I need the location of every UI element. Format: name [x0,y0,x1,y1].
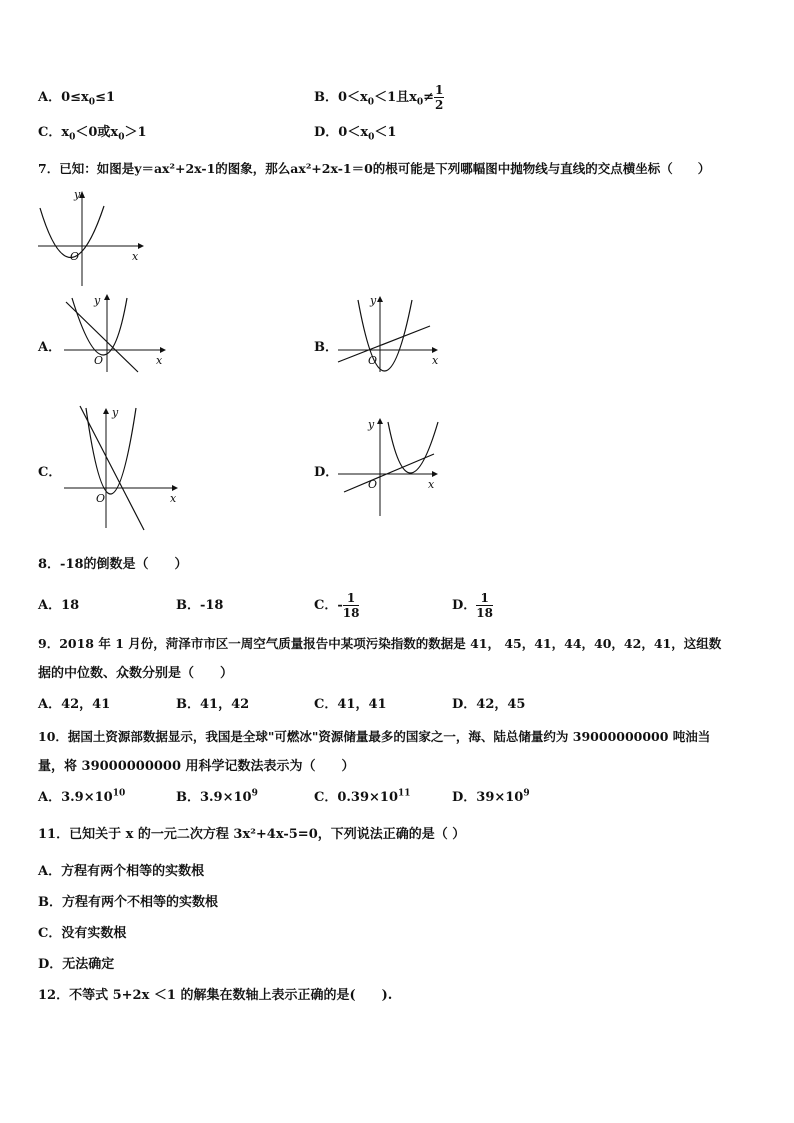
exponent: 9 [523,788,530,799]
option-text: ＞1 [124,125,147,140]
option-label: A． [38,90,62,105]
option-text: C．0.39×10 [314,790,398,805]
q9-stem-line1: 9．2018 年 1 月份，菏泽市市区一周空气质量报告中某项污染指数的数据是 41， 45，41，44，40，42，41，这组数 [38,636,722,651]
q7-reference-graph [30,188,150,290]
q11-option-c[interactable]: C．没有实数根 [38,926,127,941]
option-text: 0＜x [338,125,369,140]
q8-option-b[interactable]: B．-18 [176,598,224,613]
numerator: 1 [435,83,444,97]
denominator: 18 [342,606,360,620]
origin-label: O [96,492,106,505]
numerator: 1 [343,591,360,606]
fraction [343,591,360,620]
subscript: 0 [368,132,375,143]
subscript: 0 [367,97,375,108]
q7-option-c-graph[interactable] [62,404,182,532]
denominator: 18 [476,606,493,620]
origin-label: O [94,354,104,367]
origin-label: O [368,478,378,491]
option-text: 0≤x [61,90,89,105]
q6-option-c[interactable] [38,125,147,141]
q9-stem-line2: 据的中位数、众数分别是（ ） [38,666,234,681]
q7-option-b-graph[interactable] [336,292,446,374]
option-label: C． [38,125,62,140]
q9-option-b[interactable]: B．41，42 [176,697,250,712]
q11-stem: 11．已知关于 x 的一元二次方程 3x²+4x-5=0，下列说法正确的是（ ） [38,827,466,842]
q11-option-a[interactable]: A．方程有两个相等的实数根 [38,864,205,879]
q11-option-b[interactable]: B．方程有两个不相等的实数根 [38,895,218,910]
q11-option-d[interactable]: D．无法确定 [38,957,115,972]
option-text: ＜1且x [374,90,417,105]
axis-y-label: y [74,188,81,201]
axis-x-label: x [432,354,439,367]
axis-y-label: y [368,418,375,431]
fraction [434,83,444,112]
denominator: 2 [435,98,444,112]
option-text: D．39×10 [452,790,524,805]
axis-y-label: y [370,294,377,307]
option-text: 0＜x [338,90,368,105]
q8-option-d[interactable] [452,588,493,624]
q12-stem: 12．不等式 5+2x ＜1 的解集在数轴上表示正确的是( ). [38,988,393,1003]
subscript: 0 [118,132,125,143]
option-label: D． [452,598,477,613]
axis-x-label: x [132,250,139,263]
q6-option-b[interactable] [314,80,444,116]
numerator: 1 [476,591,493,606]
q7-option-b-label[interactable]: B． [314,340,338,355]
subscript: 0 [69,132,76,143]
q7-option-a-label[interactable]: A． [38,340,62,355]
q7-option-d-label[interactable]: D． [314,465,339,480]
origin-label: O [368,354,378,367]
option-label: B． [314,90,338,105]
exponent: 10 [112,788,126,799]
option-text: B．3.9×10 [176,790,252,805]
axis-x-label: x [156,354,163,367]
q8-option-a[interactable]: A．18 [38,598,80,613]
axis-x-label: x [428,478,435,491]
subscript: 0 [88,97,96,108]
q6-option-a[interactable] [38,90,115,106]
axis-y-label: y [112,406,119,419]
q10-option-a[interactable] [38,790,125,806]
option-text: ≠ [423,90,435,105]
q10-option-d[interactable] [452,790,530,806]
option-text: ＜0或x [75,125,119,140]
subscript: 0 [416,97,424,108]
option-text: ＜1 [374,125,397,140]
q6-option-d[interactable] [314,125,396,141]
q7-option-d-graph[interactable] [336,414,448,518]
q8-stem: 8．-18的倒数是（ ） [38,557,188,572]
q7-option-a-graph[interactable] [62,292,172,374]
option-text: ≤1 [95,90,116,105]
option-label: D． [314,125,339,140]
fraction [476,591,493,620]
exponent: 9 [251,788,258,799]
exponent: 11 [398,788,411,799]
q8-option-c[interactable] [314,588,359,624]
axis-x-label: x [170,492,177,505]
q9-option-d[interactable]: D．42，45 [452,697,526,712]
q10-stem-line2: 量，将 39000000000 用科学记数法表示为（ ） [38,759,355,774]
q10-option-b[interactable] [176,790,258,806]
q9-option-a[interactable]: A．42，41 [38,697,111,712]
q7-stem: 7．已知：如图是y＝ax²+2x-1的图象，那么ax²+2x-1＝0的根可能是下列哪幅图中抛物线与直线的交点横坐标（ ） [38,161,711,176]
q10-option-c[interactable] [314,790,411,806]
option-text: x [61,125,70,140]
origin-label: O [70,250,80,263]
axis-y-label: y [94,294,101,307]
option-text: A．3.9×10 [38,790,113,805]
q10-stem-line1: 10．据国土资源部数据显示，我国是全球"可燃冰"资源储量最多的国家之一，海、陆总储量约为 39000000000 吨油当 [38,729,711,744]
option-label: C．- [314,598,343,613]
q9-option-c[interactable]: C．41，41 [314,697,387,712]
q7-option-c-label[interactable]: C． [38,465,62,480]
